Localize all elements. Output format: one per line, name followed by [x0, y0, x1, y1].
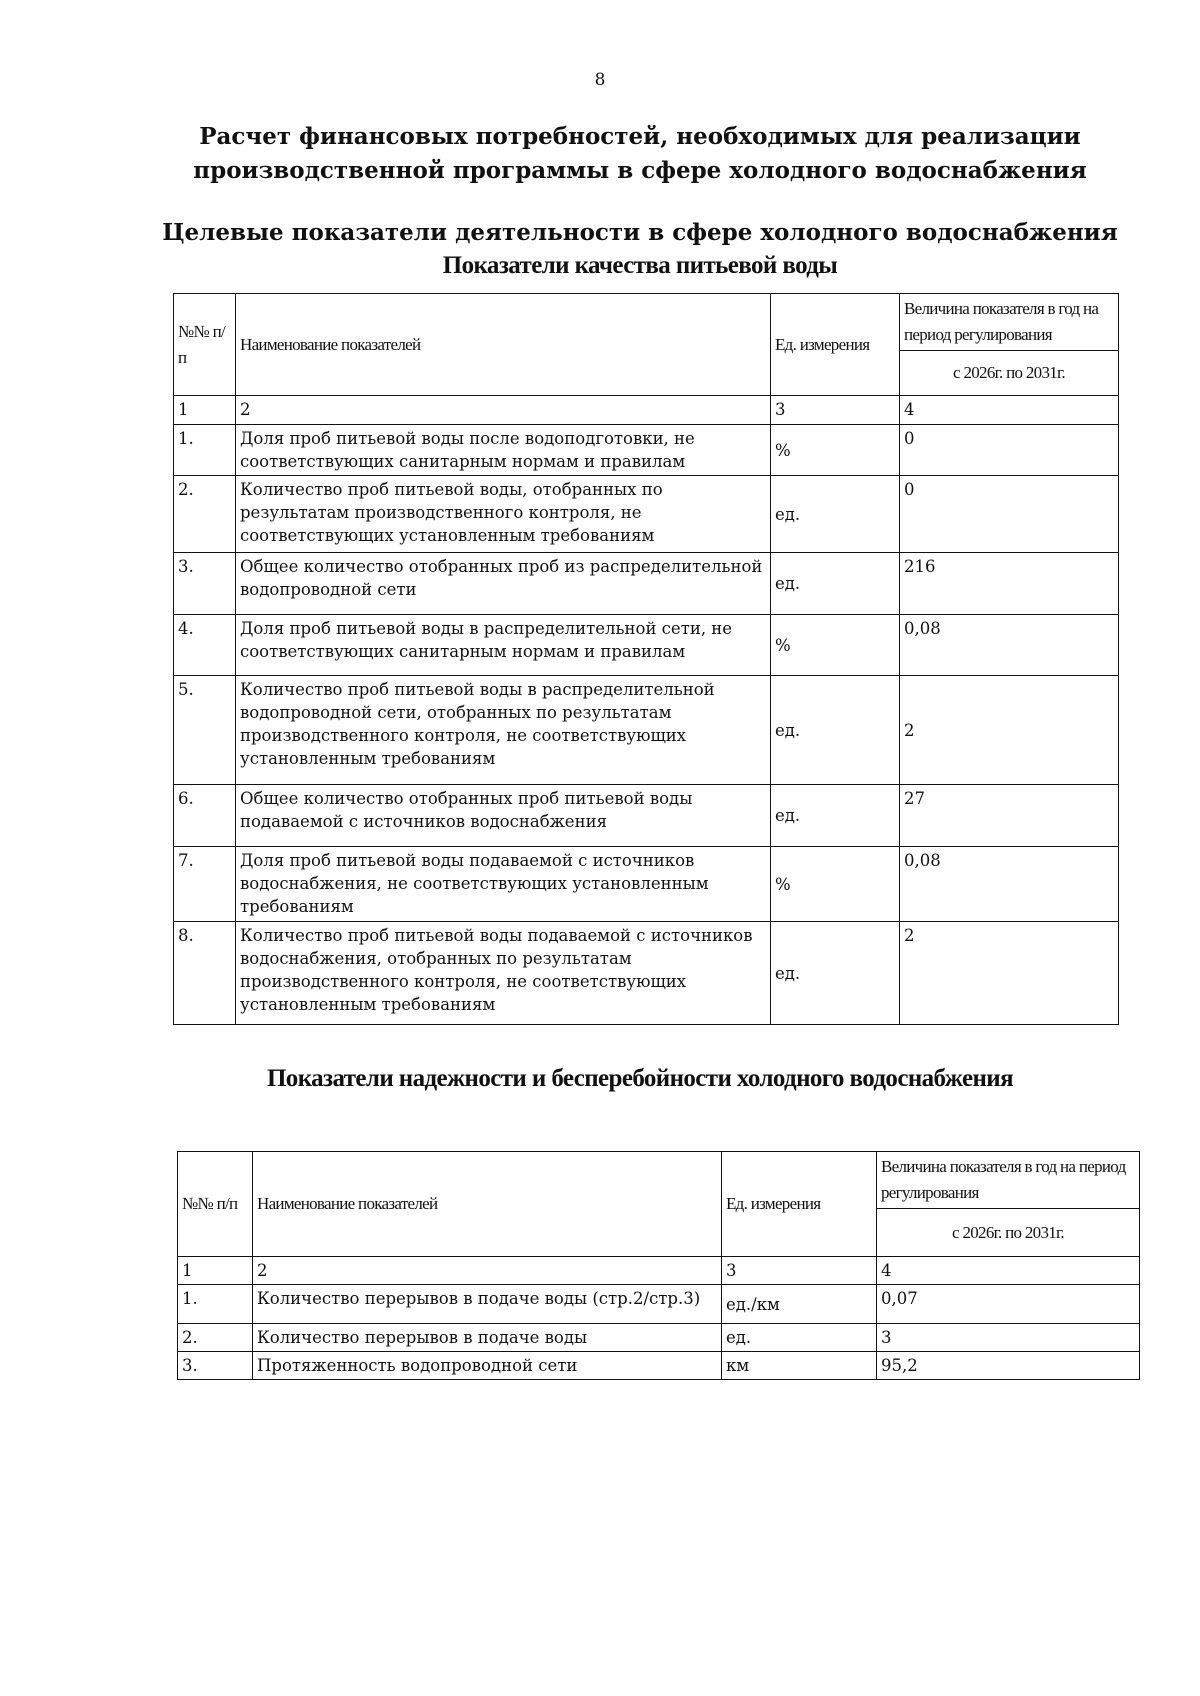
row-unit: %	[771, 615, 900, 676]
row-name: Доля проб питьевой воды в распределительной сети, не соответствующих санитарным нормам и правилам	[236, 615, 771, 676]
row-name: Доля проб питьевой воды подаваемой с источников водоснабжения, не соответствующих установленным требованиям	[236, 847, 771, 922]
row-value: 0	[900, 476, 1119, 553]
section-title-targets: Целевые показатели деятельности в сфере холодного водоснабжения	[162, 219, 1118, 246]
table-row	[174, 553, 1119, 615]
row-num: 1.	[178, 1285, 253, 1324]
row-value: 0,08	[900, 615, 1119, 676]
header-num: №№ п/п	[178, 1152, 253, 1257]
row-name: Общее количество отобранных проб из распределительной водопроводной сети	[236, 553, 771, 615]
col-index: 4	[877, 1257, 1140, 1285]
row-unit: ед./км	[722, 1285, 877, 1324]
col-index: 3	[771, 396, 900, 425]
table-row	[174, 615, 1119, 676]
row-name: Количество проб питьевой воды, отобранных по результатам производственного контроля, не соответствующих установленным требованиям	[236, 476, 771, 553]
header-name: Наименование показателей	[236, 294, 771, 396]
table-row	[174, 425, 1119, 476]
table-row	[174, 476, 1119, 553]
section-title-reliability: Показатели надежности и бесперебойности холодного водоснабжения	[266, 1065, 1014, 1092]
row-unit: ед.	[771, 676, 900, 785]
row-value: 0,08	[900, 847, 1119, 922]
row-value: 27	[900, 785, 1119, 847]
row-value: 95,2	[877, 1352, 1140, 1380]
col-index: 4	[900, 396, 1119, 425]
row-name: Доля проб питьевой воды после водоподготовки, не соответствующих санитарным нормам и правилам	[236, 425, 771, 476]
row-name: Протяженность водопроводной сети	[253, 1352, 722, 1380]
column-index-row	[174, 396, 1119, 425]
row-name: Количество проб питьевой воды в распределительной водопроводной сети, отобранных по результатам производственного контроля, не соответствующих установленным требованиям	[236, 676, 771, 785]
header-unit: Ед. измерения	[771, 294, 900, 396]
table-row	[174, 922, 1119, 1025]
header-unit: Ед. измерения	[722, 1152, 877, 1257]
header-name: Наименование показателей	[253, 1152, 722, 1257]
document-title	[40, 120, 1200, 188]
row-unit: %	[771, 425, 900, 476]
row-value: 2	[900, 922, 1119, 1025]
row-value: 3	[877, 1324, 1140, 1352]
header-value: Величина показателя в год на период регулирования	[900, 294, 1119, 351]
water-quality-table	[173, 293, 1119, 1025]
column-index-row	[178, 1257, 1140, 1285]
row-num: 8.	[174, 922, 236, 1025]
title-line-2: производственной программы в сфере холодного водоснабжения	[193, 157, 1087, 184]
table-row	[178, 1352, 1140, 1380]
row-name: Количество перерывов в подаче воды (стр.2/стр.3)	[253, 1285, 722, 1324]
row-unit: ед.	[771, 922, 900, 1025]
table-row	[178, 1324, 1140, 1352]
row-unit: %	[771, 847, 900, 922]
row-value: 0,07	[877, 1285, 1140, 1324]
row-num: 4.	[174, 615, 236, 676]
row-name: Общее количество отобранных проб питьевой воды подаваемой с источников водоснабжения	[236, 785, 771, 847]
header-period: с 2026г. по 2031г.	[877, 1209, 1140, 1257]
col-index: 2	[236, 396, 771, 425]
row-value: 0	[900, 425, 1119, 476]
title-line-1: Расчет финансовых потребностей, необходимых для реализации	[199, 123, 1081, 150]
row-num: 6.	[174, 785, 236, 847]
row-num: 3.	[178, 1352, 253, 1380]
col-index: 1	[174, 396, 236, 425]
row-unit: км	[722, 1352, 877, 1380]
table-row	[178, 1285, 1140, 1324]
row-num: 5.	[174, 676, 236, 785]
row-name: Количество проб питьевой воды подаваемой с источников водоснабжения, отобранных по результатам производственного контроля, не соответствующих установленным требованиям	[236, 922, 771, 1025]
header-num: №№ п/п	[174, 294, 236, 396]
col-index: 3	[722, 1257, 877, 1285]
row-num: 7.	[174, 847, 236, 922]
row-num: 1.	[174, 425, 236, 476]
row-unit: ед.	[722, 1324, 877, 1352]
table-row	[174, 785, 1119, 847]
reliability-table	[177, 1151, 1140, 1380]
row-num: 2.	[178, 1324, 253, 1352]
row-value: 216	[900, 553, 1119, 615]
row-value: 2	[900, 676, 1119, 785]
table-row	[174, 676, 1119, 785]
section-title-water-quality: Показатели качества питьевой воды	[442, 252, 838, 279]
page-number: 8	[594, 70, 606, 90]
row-unit: ед.	[771, 476, 900, 553]
row-num: 2.	[174, 476, 236, 553]
row-num: 3.	[174, 553, 236, 615]
table-row	[174, 847, 1119, 922]
header-period: с 2026г. по 2031г.	[900, 351, 1119, 396]
row-unit: ед.	[771, 785, 900, 847]
row-unit: ед.	[771, 553, 900, 615]
col-index: 1	[178, 1257, 253, 1285]
col-index: 2	[253, 1257, 722, 1285]
row-name: Количество перерывов в подаче воды	[253, 1324, 722, 1352]
header-value: Величина показателя в год на период регулирования	[877, 1152, 1140, 1209]
